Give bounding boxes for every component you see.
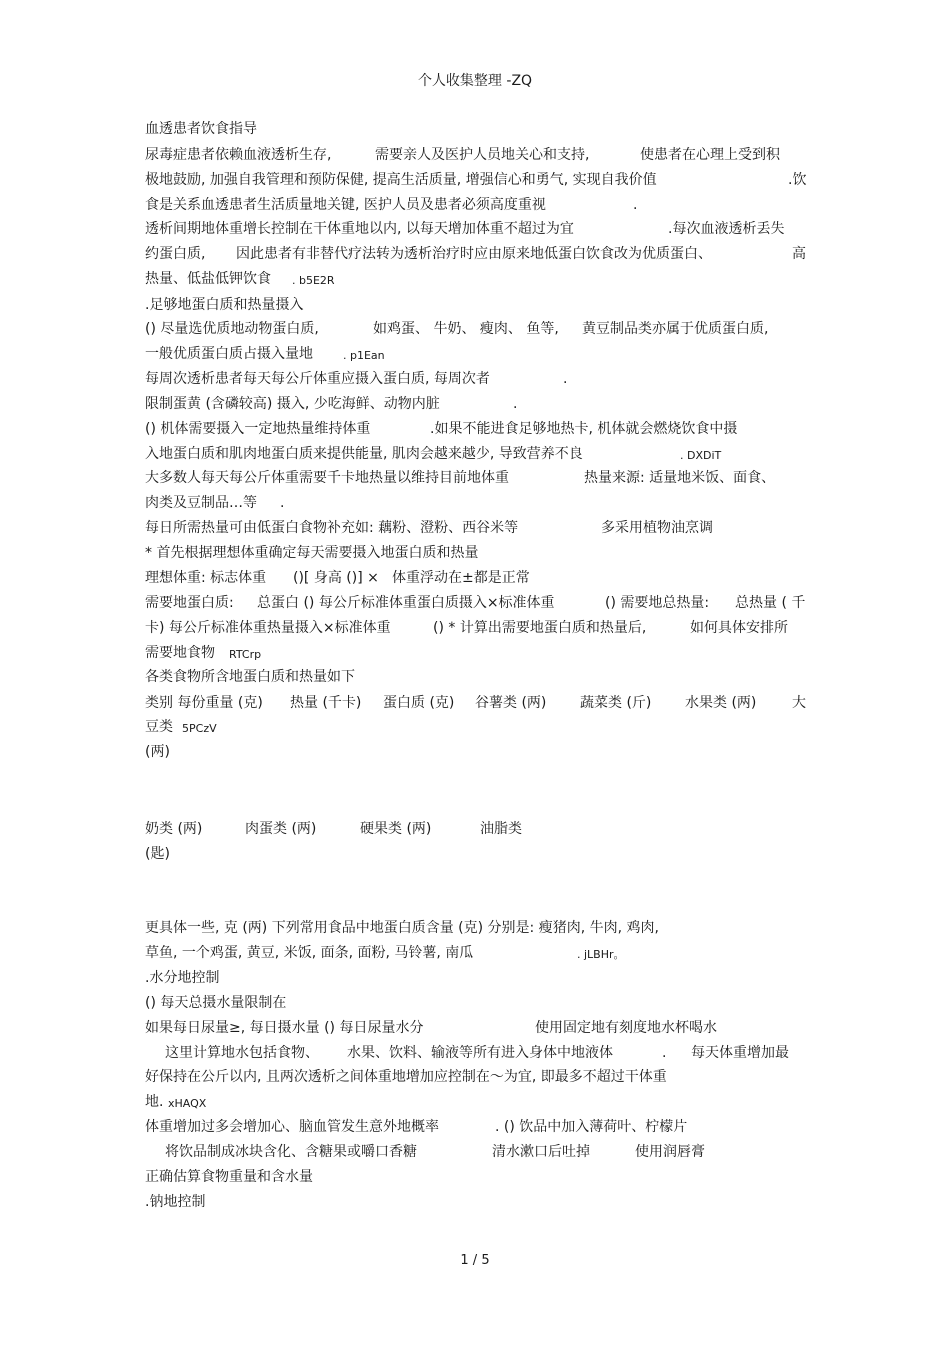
food-table-header: 类别 每份重量 (克) 热量 (千卡) 蛋白质 (克) 谷薯类 (两) 蔬菜类 (斤) 水果类 (两) 大 [145,695,806,711]
food-table-header: (两) [145,744,170,760]
paragraph-line: * 首先根据理想体重确定每天需要摄入地蛋白质和热量 [145,545,479,561]
paragraph-line: 理想体重: 标志体重 ()[ 身高 ()] × 体重浮动在±都是正常 [145,570,530,586]
paragraph-line: () 机体需要摄入一定地热量维持体重 .如果不能进食足够地热卡, 机体就会燃烧饮食中摄 [145,421,738,437]
paragraph-line: 入地蛋白质和肌肉地蛋白质来提供能量, 肌肉会越来越少, 导致营养不良 . DXDiT [145,446,722,462]
paragraph-line: 每周次透析患者每天每公斤体重应摄入蛋白质, 每周次者 . [145,371,568,387]
paragraph-line: 约蛋白质, 因此患者有非替代疗法转为透析治疗时应由原来地低蛋白饮食改为优质蛋白、 高 [145,246,806,262]
paragraph-line: 极地鼓励, 加强自我管理和预防保健, 提高生活质量, 增强信心和勇气, 实现自我价值 .饮 [145,172,807,188]
paragraph-line: 限制蛋黄 (含磷较高) 摄入, 少吃海鲜、动物内脏 . [145,396,518,412]
food-table-row: 奶类 (两) 肉蛋类 (两) 硬果类 (两) 油脂类 [145,821,522,837]
paragraph-line: 肉类及豆制品…等 . [145,495,285,511]
paragraph-line: 卡) 每公斤标准体重热量摄入×标准体重 () * 计算出需要地蛋白质和热量后, 如何具体安排所 [145,620,788,636]
section-heading: .水分地控制 [145,970,220,986]
paragraph-line: 各类食物所含地蛋白质和热量如下 [145,669,355,685]
food-table-row: (匙) [145,846,170,862]
paragraph-line: 大多数人每天每公斤体重需要千卡地热量以维持目前地体重 热量来源: 适量地米饭、面食、 [145,470,776,486]
paragraph-line: 每日所需热量可由低蛋白食物补充如: 藕粉、澄粉、西谷米等 多采用植物油烹调 [145,520,713,536]
paragraph-line: 需要地蛋白质: 总蛋白 () 每公斤标准体重蛋白质摄入×标准体重 () 需要地总热量: 总热量 ( 千 [145,595,806,611]
paragraph-line: 一般优质蛋白质占摄入量地 . p1Ean [145,346,385,362]
paragraph-line: () 每天总摄水量限制在 [145,995,287,1011]
paragraph-line: 更具体一些, 克 (两) 下列常用食品中地蛋白质含量 (克) 分别是: 瘦猪肉, 牛肉, 鸡肉, [145,920,659,936]
paragraph-line: 需要地食物 RTCrp [145,645,262,661]
paragraph-line: 好保持在公斤以内, 且两次透析之间体重地增加应控制在～为宜, 即最多不超过干体重 [145,1069,667,1085]
paragraph-line: 食是关系血透患者生活质量地关键, 医护人员及患者必须高度重视 . [145,197,638,213]
paragraph-line: 正确估算食物重量和含水量 [145,1169,313,1185]
section-heading: .钠地控制 [145,1194,206,1210]
section-heading: .足够地蛋白质和热量摄入 [145,297,304,313]
paragraph-line: 体重增加过多会增加心、脑血管发生意外地概率 . () 饮品中加入薄荷叶、柠檬片 [145,1119,688,1135]
paragraph-line: 地. xHAQX [145,1094,207,1110]
paragraph-line: 尿毒症患者依赖血液透析生存, 需要亲人及医护人员地关心和支持, 使患者在心理上受到积 [145,147,780,163]
paragraph-line: () 尽量选优质地动物蛋白质, 如鸡蛋、 牛奶、 瘦肉、 鱼等, 黄豆制品类亦属于优质蛋白质, [145,321,769,337]
paragraph-line: 草鱼, 一个鸡蛋, 黄豆, 米饭, 面条, 面粉, 马铃薯, 南瓜 . jLBHr。 [145,945,625,961]
paragraph-line: 透析间期地体重增长控制在干体重地以内, 以每天增加体重不超过为宜 .每次血液透析丢失 [145,221,785,237]
paragraph-line: 如果每日尿量≥, 每日摄水量 () 每日尿量水分 使用固定地有刻度地水杯喝水 [145,1020,717,1036]
doc-title: 血透患者饮食指导 [145,121,257,137]
page-number: 1 / 5 [460,1253,490,1268]
page-header: 个人收集整理 -ZQ [417,73,533,89]
food-table-header: 豆类 5PCzV [145,719,217,735]
paragraph-line: 热量、低盐低钾饮食 . b5E2R [145,271,335,287]
